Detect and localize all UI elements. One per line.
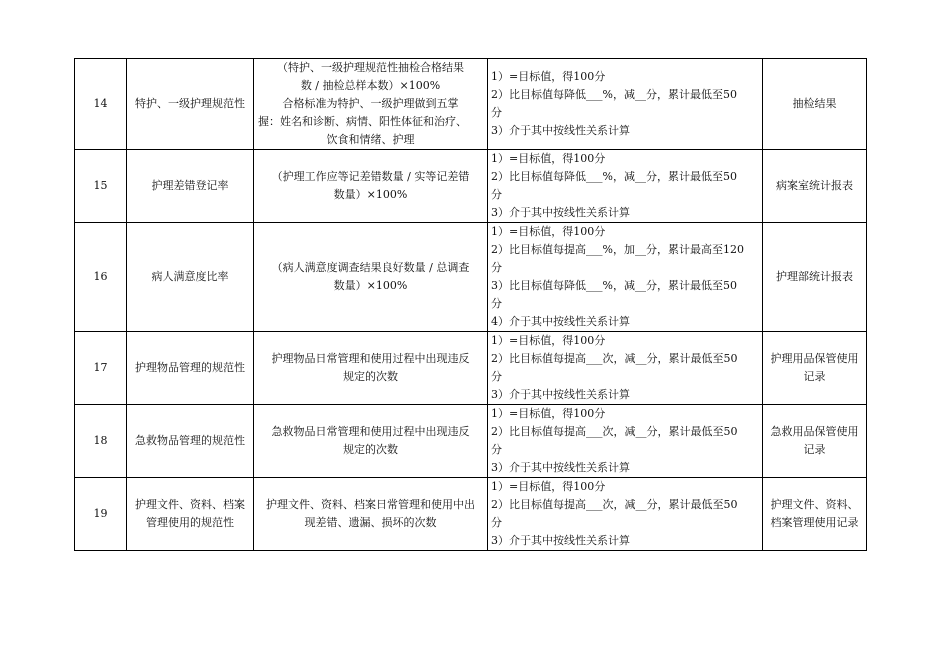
scoring-line: 2）比目标值每提高___次，减__分，累计最低至50 bbox=[491, 352, 738, 365]
scoring-line: 1）=目标值，得100分 bbox=[491, 70, 606, 83]
row-number: 19 bbox=[75, 478, 127, 551]
scoring-line: 3）介于其中按线性关系计算 bbox=[491, 388, 630, 401]
data-source: 急救用品保管使用记录 bbox=[763, 405, 867, 478]
scoring-line: 3）介于其中按线性关系计算 bbox=[491, 124, 630, 137]
row-number: 14 bbox=[75, 59, 127, 150]
scoring-cell bbox=[488, 405, 763, 478]
scoring-line: 4）介于其中按线性关系计算 bbox=[491, 315, 630, 328]
formula-line: （护理工作应等记差错数量 / 实等记差错 bbox=[271, 170, 470, 183]
table-row bbox=[75, 223, 867, 332]
scoring-line: 3）介于其中按线性关系计算 bbox=[491, 534, 630, 547]
scoring-line: 2）比目标值每提高___%，加__分，累计最高至120 bbox=[491, 243, 744, 256]
formula-line: 握：姓名和诊断、病情、阳性体征和治疗、 bbox=[258, 115, 467, 128]
formula-cell bbox=[254, 405, 488, 478]
formula-line: 数 / 抽检总样本数）×100% bbox=[300, 79, 441, 92]
formula-cell bbox=[254, 150, 488, 223]
formula-line: （病人满意度调查结果良好数量 / 总调查 bbox=[271, 261, 470, 274]
formula-line: 现差错、遗漏、损坏的次数 bbox=[304, 516, 437, 529]
data-source: 护理部统计报表 bbox=[763, 223, 867, 332]
formula-line: 规定的次数 bbox=[343, 443, 398, 456]
scoring-line: 分 bbox=[491, 443, 502, 456]
scoring-line: 3）介于其中按线性关系计算 bbox=[491, 206, 630, 219]
formula-line: 急救物品日常管理和使用过程中出现违反 bbox=[271, 425, 470, 438]
indicator-name: 病人满意度比率 bbox=[127, 223, 254, 332]
formula-line: 合格标准为特护、一级护理做到五掌 bbox=[282, 97, 459, 110]
scoring-line: 分 bbox=[491, 106, 502, 119]
row-number: 18 bbox=[75, 405, 127, 478]
formula-line: 规定的次数 bbox=[343, 370, 398, 383]
row-number: 17 bbox=[75, 332, 127, 405]
indicator-name: 护理文件、资料、档案管理使用的规范性 bbox=[127, 478, 254, 551]
formula-line: 护理物品日常管理和使用过程中出现违反 bbox=[271, 352, 470, 365]
scoring-line: 分 bbox=[491, 261, 502, 274]
scoring-line: 1）=目标值，得100分 bbox=[491, 152, 606, 165]
formula-line: 饮食和情绪、护理 bbox=[326, 133, 415, 146]
formula-line: （特护、一级护理规范性抽检合格结果 bbox=[277, 61, 464, 74]
scoring-cell bbox=[488, 150, 763, 223]
table-row bbox=[75, 59, 867, 150]
table-row bbox=[75, 332, 867, 405]
formula-line: 数量）×100% bbox=[333, 279, 408, 292]
scoring-line: 3）比目标值每降低___%，减__分，累计最低至50 bbox=[491, 279, 737, 292]
formula-line: 数量）×100% bbox=[333, 188, 408, 201]
data-source: 护理用品保管使用记录 bbox=[763, 332, 867, 405]
row-number: 15 bbox=[75, 150, 127, 223]
scoring-line: 分 bbox=[491, 516, 502, 529]
indicator-name: 护理差错登记率 bbox=[127, 150, 254, 223]
indicator-name: 特护、一级护理规范性 bbox=[127, 59, 254, 150]
scoring-line: 分 bbox=[491, 188, 502, 201]
scoring-cell bbox=[488, 478, 763, 551]
scoring-line: 2）比目标值每降低___%，减__分，累计最低至50 bbox=[491, 170, 737, 183]
scoring-line: 2）比目标值每提高___次，减__分，累计最低至50 bbox=[491, 425, 738, 438]
scoring-line: 2）比目标值每降低___%，减__分，累计最低至50 bbox=[491, 88, 737, 101]
data-source: 护理文件、资料、档案管理使用记录 bbox=[763, 478, 867, 551]
table-row bbox=[75, 150, 867, 223]
scoring-line: 分 bbox=[491, 297, 502, 310]
scoring-line: 2）比目标值每提高___次，减__分，累计最低至50 bbox=[491, 498, 738, 511]
scoring-line: 3）介于其中按线性关系计算 bbox=[491, 461, 630, 474]
scoring-cell bbox=[488, 59, 763, 150]
scoring-line: 1）=目标值，得100分 bbox=[491, 225, 606, 238]
formula-cell bbox=[254, 59, 488, 150]
scoring-line: 1）=目标值，得100分 bbox=[491, 334, 606, 347]
table-row bbox=[75, 478, 867, 551]
row-number: 16 bbox=[75, 223, 127, 332]
scoring-line: 1）=目标值，得100分 bbox=[491, 407, 606, 420]
indicator-name: 急救物品管理的规范性 bbox=[127, 405, 254, 478]
table-row bbox=[75, 405, 867, 478]
data-source: 病案室统计报表 bbox=[763, 150, 867, 223]
formula-cell bbox=[254, 223, 488, 332]
indicator-name: 护理物品管理的规范性 bbox=[127, 332, 254, 405]
formula-cell bbox=[254, 332, 488, 405]
scoring-cell bbox=[488, 332, 763, 405]
data-source: 抽检结果 bbox=[763, 59, 867, 150]
formula-cell bbox=[254, 478, 488, 551]
scoring-line: 1）=目标值，得100分 bbox=[491, 480, 606, 493]
formula-line: 护理文件、资料、档案日常管理和使用中出 bbox=[266, 498, 475, 511]
kpi-table bbox=[74, 58, 867, 551]
scoring-cell bbox=[488, 223, 763, 332]
scoring-line: 分 bbox=[491, 370, 502, 383]
